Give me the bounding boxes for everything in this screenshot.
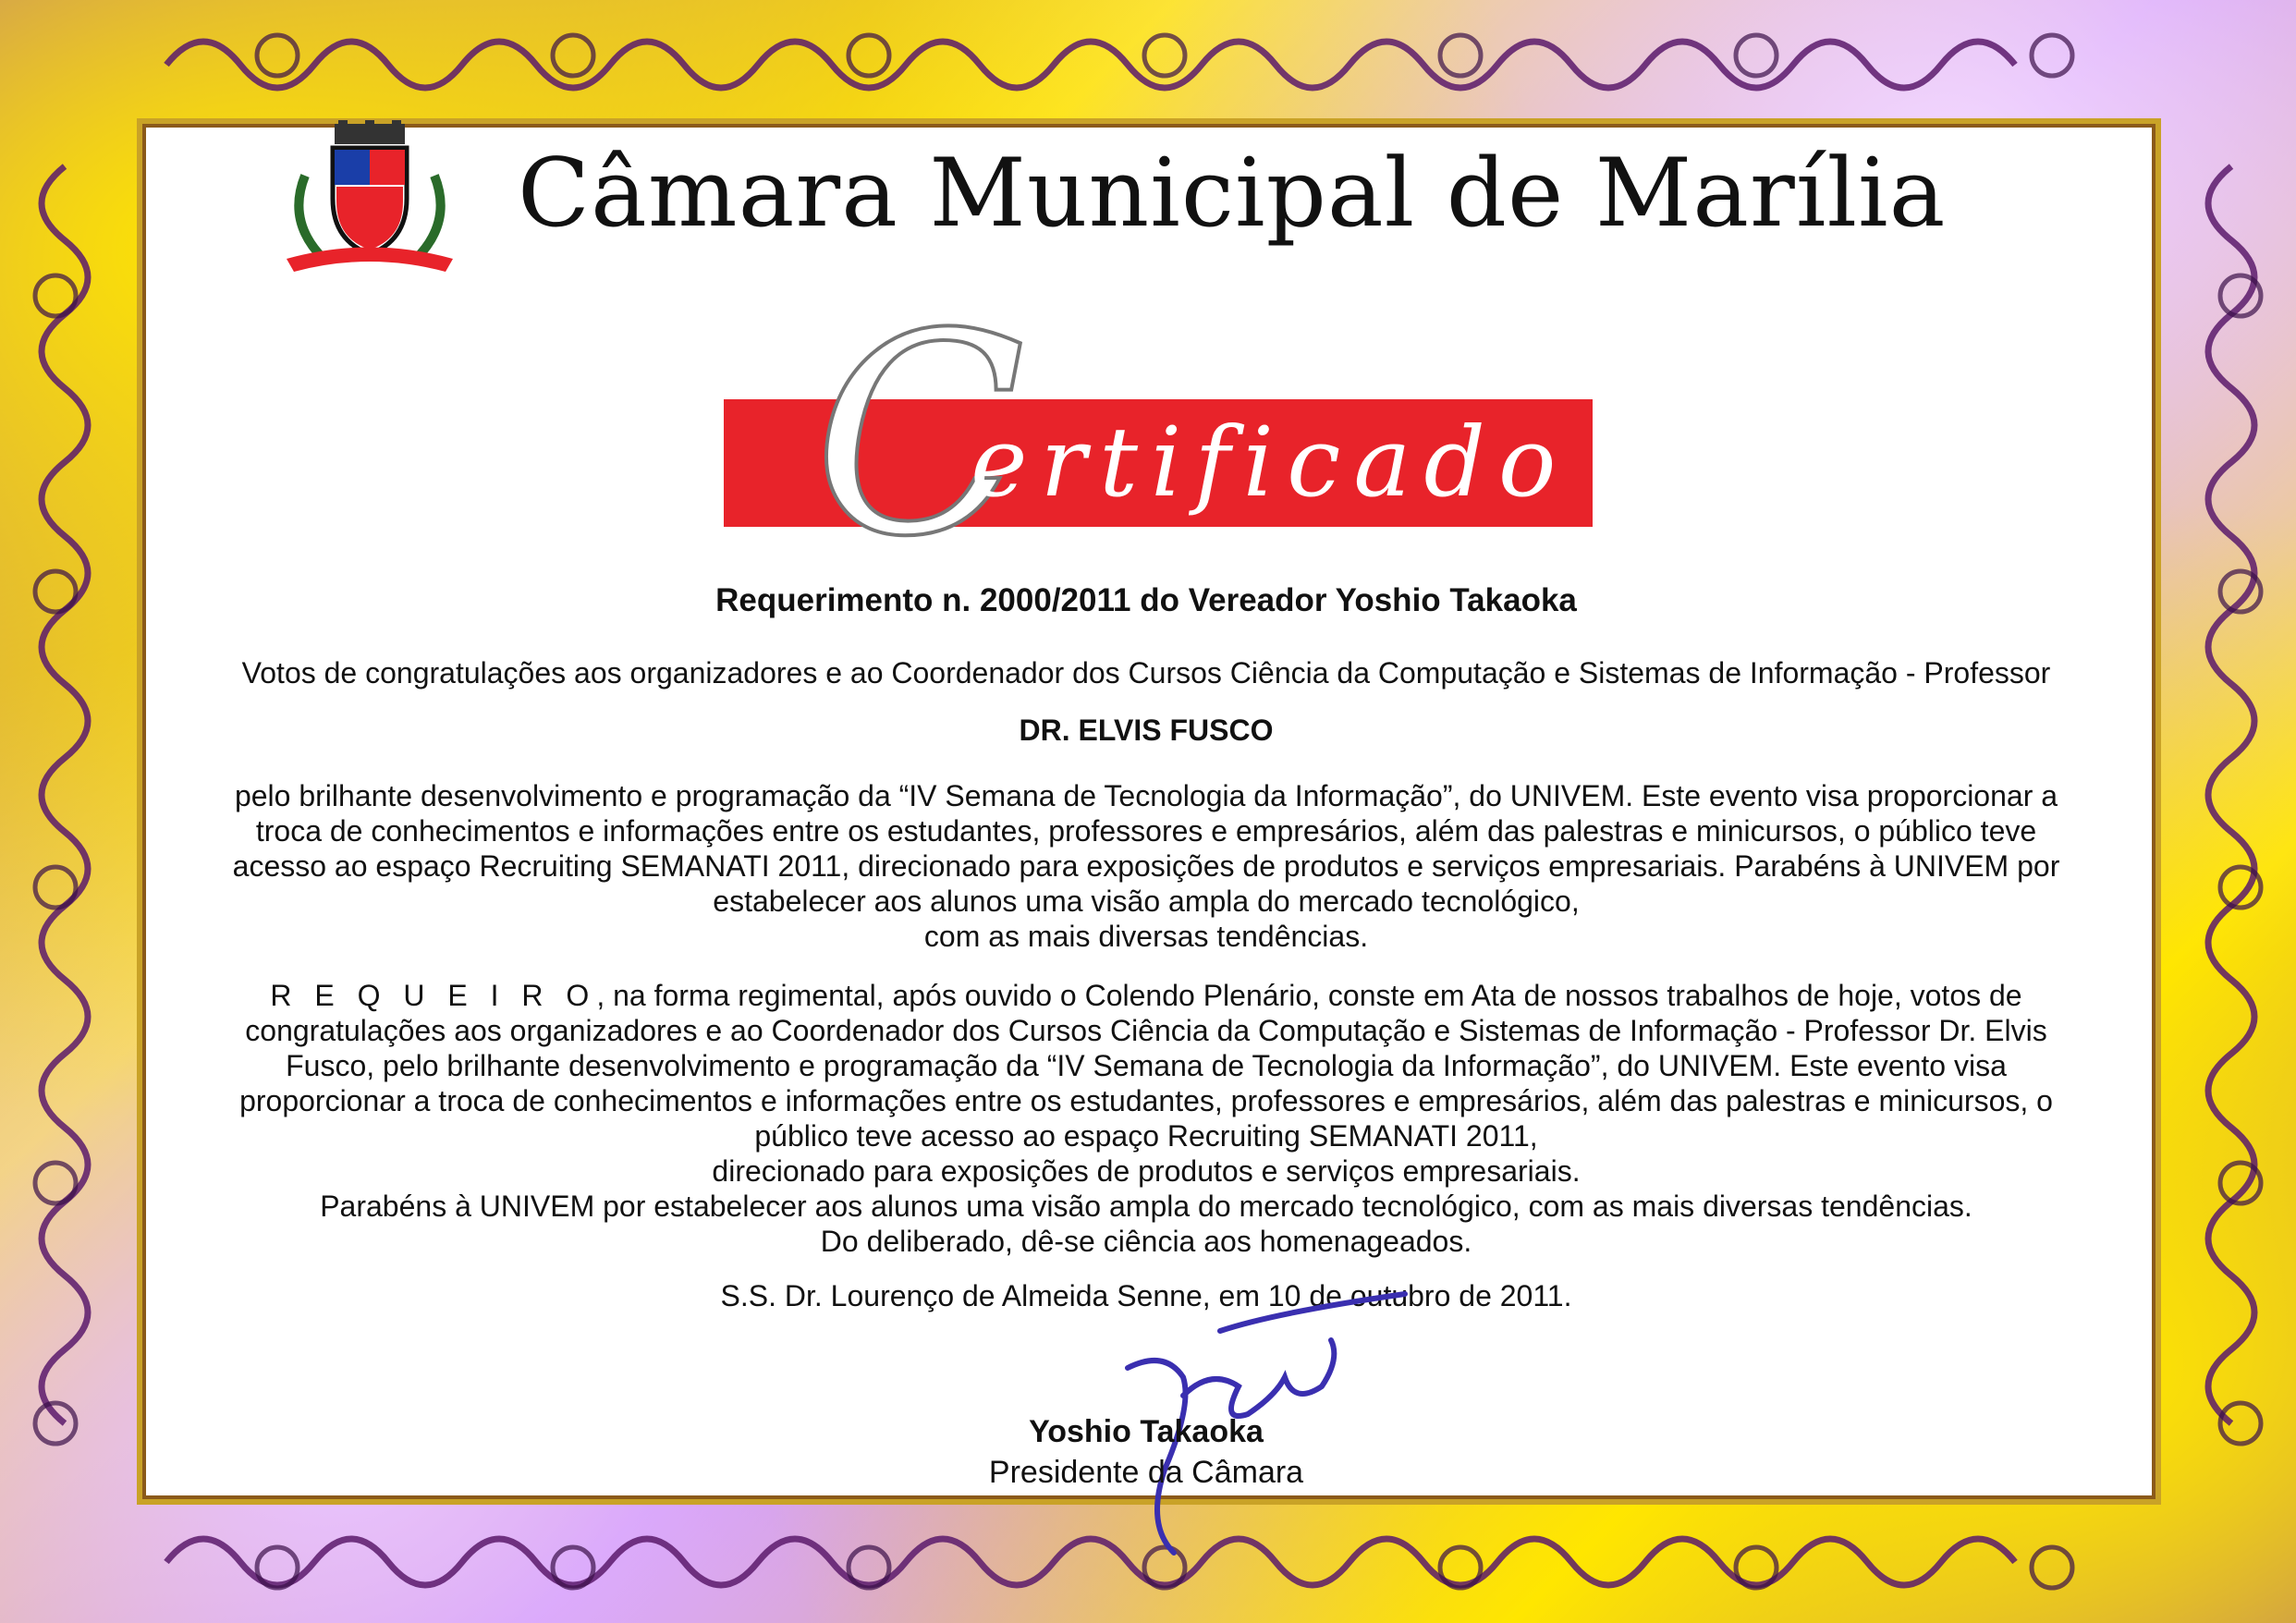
paragraph-line: pelo brilhante desenvolvimento e programação da “IV Semana de Tecnologia da Informação”, do UNIVEM. Este evento visa proporcionar a bbox=[234, 779, 2058, 812]
requeiro-word: R E Q U E I R O bbox=[270, 979, 597, 1012]
paragraph-line: estabelecer aos alunos uma visão ampla do mercado tecnológico, bbox=[713, 885, 1580, 918]
paragraph-line: congratulações aos organizadores e ao Coordenador dos Cursos Ciência da Computação e Sistemas de Informação - Professor Dr. Elvis bbox=[245, 1014, 2047, 1047]
paragraph-line: com as mais diversas tendências. bbox=[923, 920, 1369, 953]
coat-of-arms-emblem bbox=[277, 120, 462, 277]
paragraph-congratulations bbox=[185, 778, 2107, 954]
request-title: Requerimento n. 2000/2011 do Vereador Yoshio Takaoka bbox=[715, 582, 1577, 618]
paragraph-line: proporcionar a troca de conhecimentos e informações entre os estudantes, professores e empresários, além das palestras e minicursos, o bbox=[239, 1084, 2053, 1117]
paragraph-line: público teve acesso ao espaço Recruiting SEMANATI 2011, bbox=[754, 1119, 1538, 1153]
certificate-word: ertificado bbox=[971, 406, 1569, 519]
honoree-name: DR. ELVIS FUSCO bbox=[1019, 714, 1274, 747]
paragraph-line bbox=[185, 978, 2107, 1013]
paragraph-line: direcionado para exposições de produtos e serviços empresariais. bbox=[712, 1154, 1581, 1188]
paragraph-requeiro bbox=[185, 978, 2107, 1259]
signatory-name: Yoshio Takaoka bbox=[1029, 1414, 1264, 1449]
paragraph-line: Fusco, pelo brilhante desenvolvimento e programação da “IV Semana de Tecnologia da Informação”, do UNIVEM. Este evento visa bbox=[286, 1049, 2007, 1082]
svg-text:C: C bbox=[813, 291, 1026, 568]
votos-line: Votos de congratulações aos organizadores e ao Coordenador dos Cursos Ciência da Computação e Sistemas de Informação - Professor bbox=[241, 656, 2051, 689]
paragraph-line-rest: , na forma regimental, após ouvido o Colendo Plenário, conste em Ata de nossos trabalhos de hoje, votos de bbox=[596, 979, 2022, 1012]
paragraph-line: acesso ao espaço Recruiting SEMANATI 2011, direcionado para exposições de produtos e serviços empresariais. Parabéns à UNIVEM por bbox=[232, 849, 2060, 883]
institution-title: Câmara Municipal de Marília bbox=[518, 139, 1947, 249]
signatory-role: Presidente da Câmara bbox=[988, 1455, 1304, 1490]
paragraph-line: troca de conhecimentos e informações entre os estudantes, professores e empresários, além das palestras e minicursos, o público teve bbox=[255, 814, 2037, 848]
paragraph-line: Parabéns à UNIVEM por estabelecer aos alunos uma visão ampla do mercado tecnológico, com as mais diversas tendências. bbox=[320, 1190, 1972, 1223]
paragraph-line: Do deliberado, dê-se ciência aos homenageados. bbox=[820, 1225, 1472, 1258]
place-and-date: S.S. Dr. Lourenço de Almeida Senne, em 10 de outubro de 2011. bbox=[720, 1279, 1572, 1312]
